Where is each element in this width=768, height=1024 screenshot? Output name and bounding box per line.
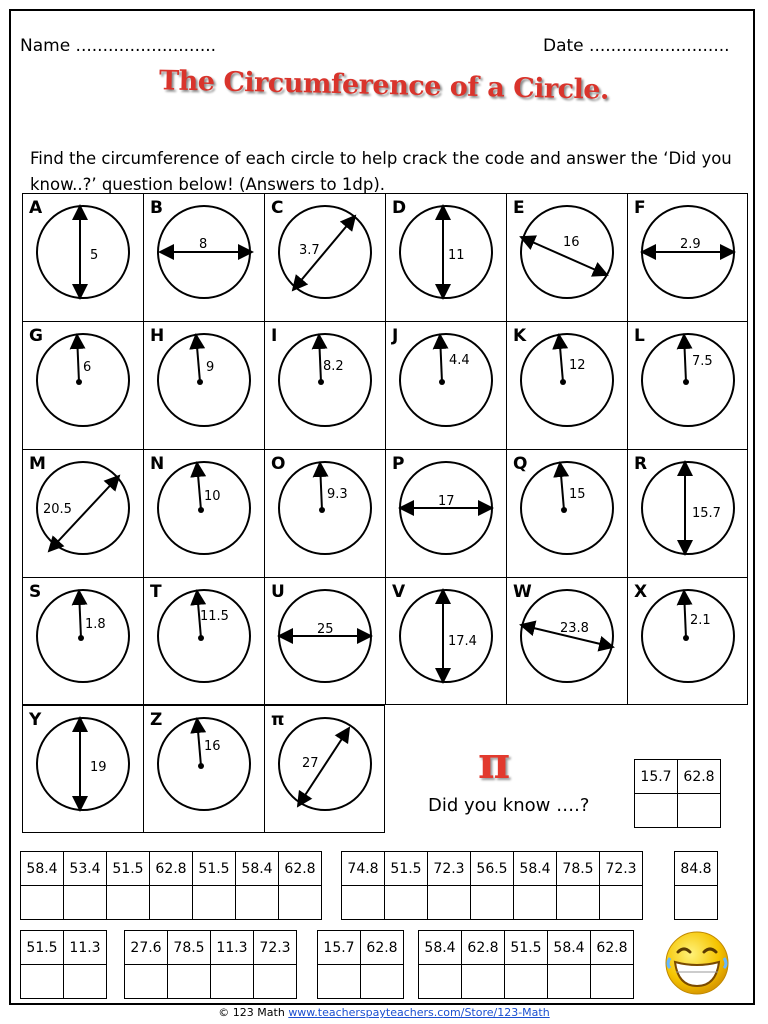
store-link[interactable]: www.teacherspayteachers.com/Store/123-Math	[288, 1006, 550, 1019]
copyright-text: © 123 Math	[218, 1006, 285, 1019]
answer-box[interactable]	[150, 886, 193, 920]
code-value: 58.4	[21, 852, 64, 886]
code-value: 15.7	[318, 931, 361, 965]
code-value: 62.8	[361, 931, 404, 965]
circle-cell-M	[22, 449, 143, 577]
circle-cell-X	[627, 577, 748, 705]
measure-label: 19	[90, 760, 107, 775]
cell-letter: Y	[29, 710, 42, 730]
circle-cell-W	[506, 577, 627, 705]
page-title: The Circumference of a Circle.	[158, 65, 610, 106]
radius-arrow	[440, 335, 442, 382]
code-value: 51.5	[21, 931, 64, 965]
cell-letter: I	[271, 326, 278, 346]
code-word-1	[634, 759, 721, 828]
answer-box[interactable]	[279, 886, 322, 920]
answer-box[interactable]	[64, 886, 107, 920]
cell-letter: N	[150, 454, 165, 474]
cell-letter: S	[29, 582, 42, 602]
circle-cell-D	[385, 193, 506, 321]
pi-symbol: π	[478, 738, 511, 789]
cell-letter: J	[392, 326, 399, 346]
answer-box[interactable]	[342, 886, 385, 920]
code-value: 51.5	[107, 852, 150, 886]
answer-box[interactable]	[236, 886, 279, 920]
circle-outline	[521, 334, 613, 426]
code-value: 51.5	[385, 852, 428, 886]
measure-label: 15	[569, 487, 586, 502]
answer-box[interactable]	[21, 965, 64, 999]
code-value: 58.4	[548, 931, 591, 965]
circle-diagram	[144, 578, 265, 706]
circle-cell-O	[264, 449, 385, 577]
measure-label: 6	[83, 360, 92, 375]
radius-arrow	[560, 463, 564, 510]
answer-box[interactable]	[211, 965, 254, 999]
cell-letter: R	[634, 454, 648, 474]
circle-cell-F	[627, 193, 748, 321]
code-value: 72.3	[254, 931, 297, 965]
circle-outline	[37, 718, 129, 810]
circle-cell-N	[143, 449, 264, 577]
circle-cell-J	[385, 321, 506, 449]
circle-outline	[158, 462, 250, 554]
circle-cell-L	[627, 321, 748, 449]
answer-box[interactable]	[428, 886, 471, 920]
code-value: 84.8	[675, 852, 718, 886]
cell-letter: U	[271, 582, 285, 602]
code-value: 62.8	[150, 852, 193, 886]
answer-box[interactable]	[600, 886, 643, 920]
measure-label: 17	[438, 494, 455, 509]
code-value: 78.5	[168, 931, 211, 965]
measure-label: 8.2	[323, 359, 344, 374]
measure-label: 1.8	[85, 617, 106, 632]
circle-outline	[158, 590, 250, 682]
answer-box[interactable]	[675, 886, 718, 920]
answer-box[interactable]	[678, 794, 721, 828]
code-value: 72.3	[600, 852, 643, 886]
circle-cell-A	[22, 193, 143, 321]
measure-label: 3.7	[299, 243, 320, 258]
instructions: Find the circumference of each circle to help crack the code and answer the ‘Did you know..?’ question below! (Answers to 1dp).	[30, 149, 732, 194]
measure-label: 20.5	[43, 502, 72, 517]
answer-box[interactable]	[462, 965, 505, 999]
answer-box[interactable]	[505, 965, 548, 999]
code-word-2	[20, 851, 322, 920]
did-you-know-question: Did you know ….?	[428, 795, 590, 816]
answer-box[interactable]	[385, 886, 428, 920]
circle-cell-H	[143, 321, 264, 449]
code-value: 27.6	[125, 931, 168, 965]
circle-outline	[279, 462, 371, 554]
measure-label: 9	[206, 360, 215, 375]
radius-arrow	[79, 591, 81, 638]
circle-outline	[279, 334, 371, 426]
answer-box[interactable]	[193, 886, 236, 920]
cell-letter: G	[29, 326, 43, 346]
answer-box[interactable]	[254, 965, 297, 999]
measure-label: 27	[302, 756, 319, 771]
circle-outline	[400, 590, 492, 682]
circle-outline	[37, 334, 129, 426]
circle-cell-I	[264, 321, 385, 449]
footer	[0, 1006, 768, 1019]
circle-diagram	[507, 194, 628, 322]
cell-letter: E	[513, 198, 525, 218]
cell-letter: L	[634, 326, 645, 346]
circle-cell-G	[22, 321, 143, 449]
answer-box[interactable]	[471, 886, 514, 920]
measure-label: 17.4	[448, 634, 477, 649]
circle-outline	[158, 718, 250, 810]
cell-letter: D	[392, 198, 407, 218]
code-word-5	[20, 930, 107, 999]
answer-box[interactable]	[514, 886, 557, 920]
code-value: 62.8	[678, 760, 721, 794]
measure-label: 10	[204, 489, 221, 504]
answer-box[interactable]	[635, 794, 678, 828]
code-value: 62.8	[462, 931, 505, 965]
radius-arrow	[197, 463, 201, 510]
name-field: Name ..........................	[20, 36, 217, 56]
code-value: 78.5	[557, 852, 600, 886]
radius-arrow	[319, 335, 321, 382]
measure-label: 2.9	[680, 237, 701, 252]
code-value: 15.7	[635, 760, 678, 794]
answer-box[interactable]	[125, 965, 168, 999]
measure-label: 16	[204, 739, 221, 754]
laughing-smiley-icon	[664, 930, 730, 996]
code-word-7	[317, 930, 404, 999]
measure-label: 15.7	[692, 506, 721, 521]
answer-box[interactable]	[21, 886, 64, 920]
cell-letter: W	[513, 582, 532, 602]
code-value: 58.4	[419, 931, 462, 965]
measure-label: 23.8	[560, 621, 589, 636]
circle-diagram	[265, 322, 386, 450]
code-value: 74.8	[342, 852, 385, 886]
code-value: 11.3	[211, 931, 254, 965]
radius-arrow	[77, 335, 79, 382]
radius-arrow	[197, 719, 201, 766]
measure-label: 11.5	[200, 609, 229, 624]
circle-cell-Q	[506, 449, 627, 577]
cell-letter: π	[271, 710, 285, 730]
cell-letter: B	[150, 198, 163, 218]
cell-letter: A	[29, 198, 43, 218]
circle-outline	[158, 334, 250, 426]
circle-cell-R	[627, 449, 748, 577]
cell-letter: V	[392, 582, 406, 602]
answer-box[interactable]	[419, 965, 462, 999]
circle-diagram	[386, 322, 507, 450]
answer-box[interactable]	[361, 965, 404, 999]
measure-label: 2.1	[690, 613, 711, 628]
circle-outline	[37, 206, 129, 298]
measure-label: 12	[569, 358, 586, 373]
measure-label: 16	[563, 235, 580, 250]
cell-letter: Q	[513, 454, 528, 474]
circle-cell-U	[264, 577, 385, 705]
circle-cell-P	[385, 449, 506, 577]
radius-arrow	[684, 591, 686, 638]
answer-box[interactable]	[64, 965, 107, 999]
cell-letter: K	[513, 326, 527, 346]
code-value: 58.4	[236, 852, 279, 886]
code-word-3	[341, 851, 643, 920]
code-word-6	[124, 930, 297, 999]
code-value: 51.5	[193, 852, 236, 886]
radius-arrow	[684, 335, 686, 382]
radius-arrow	[559, 335, 563, 382]
answer-box[interactable]	[557, 886, 600, 920]
circle-outline	[400, 206, 492, 298]
cell-letter: O	[271, 454, 286, 474]
cell-letter: F	[634, 198, 646, 218]
code-value: 62.8	[279, 852, 322, 886]
circle-cell-V	[385, 577, 506, 705]
measure-label: 5	[90, 248, 99, 263]
circle-cell-T	[143, 577, 264, 705]
code-value: 51.5	[505, 931, 548, 965]
circle-outline	[521, 462, 613, 554]
circle-outline	[400, 334, 492, 426]
circle-cell-C	[264, 193, 385, 321]
answer-box[interactable]	[591, 965, 634, 999]
radius-arrow	[320, 463, 322, 510]
circle-cell-Y	[22, 705, 143, 833]
answer-box[interactable]	[107, 886, 150, 920]
circle-diagram	[628, 194, 749, 322]
measure-label: 11	[448, 248, 465, 263]
cell-letter: Z	[150, 710, 163, 730]
circle-cell-K	[506, 321, 627, 449]
measure-label: 4.4	[449, 353, 470, 368]
cell-letter: M	[29, 454, 46, 474]
code-value: 58.4	[514, 852, 557, 886]
circle-cell-π	[264, 705, 385, 833]
measure-label: 8	[199, 237, 208, 252]
code-value: 72.3	[428, 852, 471, 886]
circle-cell-Z	[143, 705, 264, 833]
measure-label: 9.3	[327, 487, 348, 502]
date-field: Date ..........................	[543, 36, 730, 56]
radius-arrow	[196, 335, 200, 382]
circle-cell-B	[143, 193, 264, 321]
circle-outline	[521, 206, 613, 298]
cell-letter: P	[392, 454, 405, 474]
circle-diagram	[628, 322, 749, 450]
code-value: 11.3	[64, 931, 107, 965]
measure-label: 7.5	[692, 354, 713, 369]
answer-box[interactable]	[318, 965, 361, 999]
code-value: 62.8	[591, 931, 634, 965]
measure-label: 25	[317, 622, 334, 637]
circle-cell-E	[506, 193, 627, 321]
code-value: 53.4	[64, 852, 107, 886]
answer-box[interactable]	[168, 965, 211, 999]
answer-box[interactable]	[548, 965, 591, 999]
cell-letter: T	[150, 582, 162, 602]
code-word-8	[418, 930, 634, 999]
code-word-4	[674, 851, 718, 920]
cell-letter: H	[150, 326, 165, 346]
circle-cell-S	[22, 577, 143, 705]
code-value: 56.5	[471, 852, 514, 886]
cell-letter: C	[271, 198, 284, 218]
cell-letter: X	[634, 582, 648, 602]
